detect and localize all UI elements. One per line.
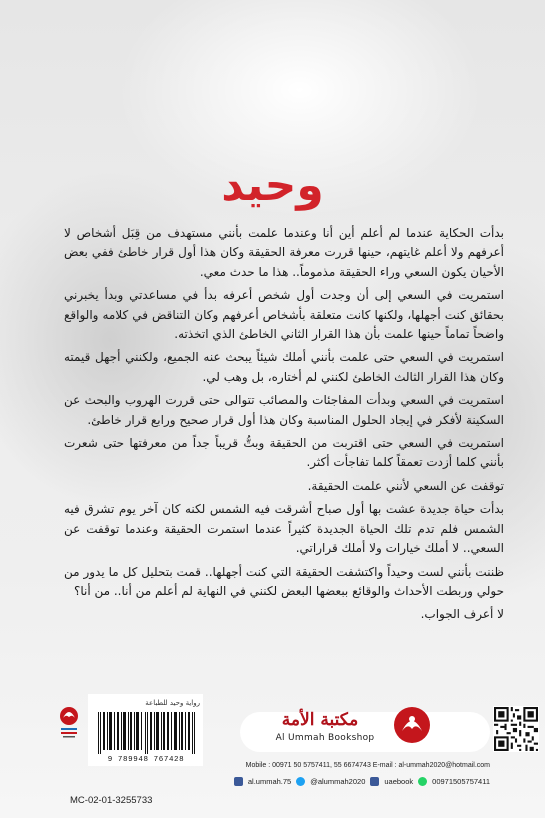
publisher-logo-icon xyxy=(392,705,432,745)
paragraph: استمريت في السعي وبدأت المفاجئات والمصائب تتوالى حتى قررت الهروب والبحث عن السكينة لأفكر في إيجاد الحلول المناسبة وكان هذا أول قرار صحيح ورابع قرار خاطئ. xyxy=(64,393,504,427)
facebook-page[interactable]: uaebook xyxy=(384,777,414,786)
paragraph: بدأت حياة جديدة عشت بها أول صباح أشرقت فيه الشمس لكنه كان آخر يوم تشرق فيه الشمس فلم تدم تلك الحياة الجديدة كثيراً عندما استمرت الحقيقة وعندما توقفت عن السعي.. لا أملك خيارات ولا أملك قراراتي. xyxy=(64,502,504,556)
whatsapp-icon xyxy=(418,777,427,786)
paragraph: استمريت في السعي حتى علمت بأنني أملك شيئاً يبحث عنه الجميع، ولكنني أجهل قيمته وكان هذا القرار الثالث الخاطئ لكنني لم أختاره، بل وهب لي. xyxy=(64,350,504,384)
paragraph: استمريت في السعي حتى اقتربت من الحقيقة وبتُّ قريباً جداً من معرفتها حتى شعرت بأنني كلما أزدت تعمقاً كلما تفاجأت أكثر. xyxy=(64,436,504,470)
publisher-social-links xyxy=(204,777,490,786)
whatsapp-number[interactable]: 00971505757411 xyxy=(432,777,490,786)
publisher-name-arabic: مكتبة الأمة xyxy=(281,710,359,730)
isbn-number: 9 789948 767428 xyxy=(107,756,185,764)
twitter-handle[interactable]: @alummah2020 xyxy=(310,777,366,786)
publisher-name-english: Al Ummah Bookshop xyxy=(275,733,375,743)
publisher-emblem-icon xyxy=(58,704,80,754)
facebook-icon xyxy=(370,777,379,786)
paragraph: استمريت في السعي إلى أن وجدت أول شخص أعرفه بدأ في مساعدتي وبدأ يخبرني بحقائق كنت أجهلها، ولكنها كانت متعلقة بأشخاص أعرفهم وكان التناقض في كلامه والواقع واضحاً تماماً حينها علمت بأن هذا القرار الثاني الخاطئ الذي اتخذته. xyxy=(64,288,504,342)
catalog-number: MC-02-01-3255733 xyxy=(70,795,153,806)
barcode-title: رواية وحيد للطباعة xyxy=(145,699,200,707)
qr-code-icon xyxy=(493,706,539,752)
facebook-handle[interactable]: al.ummah.75 xyxy=(247,777,292,786)
paragraph: لا أعرف الجواب. xyxy=(420,607,504,622)
cover-title: وحيد xyxy=(221,160,324,211)
facebook-icon xyxy=(234,777,243,786)
barcode-icon xyxy=(96,712,200,754)
twitter-icon xyxy=(296,777,305,786)
publisher-contact: Mobile : 00971 50 5757411, 55 6674743 E-mail : al-ummah2020@hotmail.com xyxy=(245,762,490,769)
back-cover-text xyxy=(64,224,504,629)
paragraph: توقفت عن السعي لأنني علمت الحقيقة. xyxy=(307,478,504,493)
paragraph: بدأت الحكاية عندما لم أعلم أين أنا وعندما علمت بأنني مستهدف من قِبَل أشخاص لا أعرفهم ولا أعلم غايتهم، حينها قررت معرفة الحقيقة وكان هذا أول قرار خاطئ ففي بعض الأحيان يكون السعي وراء الحقيقة مذموماً.. هذا ما حدث معي. xyxy=(64,226,504,279)
paragraph: ظننت بأنني لست وحيداً واكتشفت الحقيقة التي كنت أجهلها.. قمت بتحليل كل ما يدور من حولي وربطت الأحداث والوقائع ببعضها البعض لكنني في النهاية لم أعلم من أنا.. من أنا؟ xyxy=(64,564,504,598)
